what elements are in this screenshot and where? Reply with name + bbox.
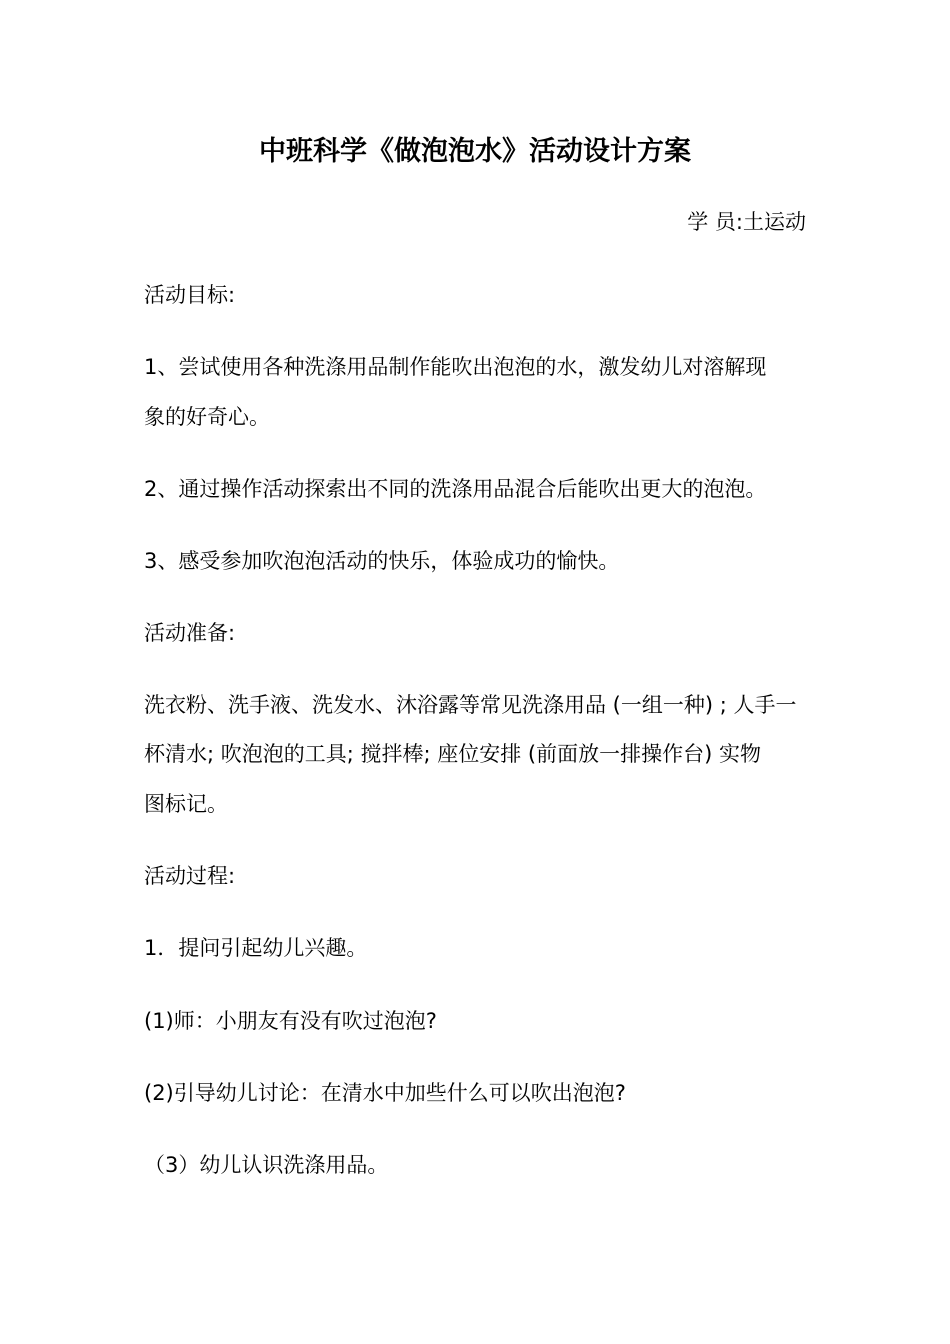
step-1-1: (1)师：小朋友有没有吹过泡泡? xyxy=(144,1009,437,1033)
process-heading: 活动过程: xyxy=(144,864,236,888)
goals-heading: 活动目标: xyxy=(144,283,236,307)
goal-1-line-2: 象的好奇心。 xyxy=(144,405,270,429)
goal-3: 3、感受参加吹泡泡活动的快乐，体验成功的愉快。 xyxy=(144,549,620,573)
document-title: 中班科学《做泡泡水》活动设计方案 xyxy=(259,136,691,167)
goal-2: 2、通过操作活动探索出不同的洗涤用品混合后能吹出更大的泡泡。 xyxy=(144,477,767,501)
step-1-3: （3）幼儿认识洗涤用品。 xyxy=(144,1153,389,1177)
prep-line-3: 图标记。 xyxy=(144,792,228,816)
prep-line-2: 杯清水; 吹泡泡的工具; 搅拌棒; 座位安排 (前面放一排操作台) 实物 xyxy=(144,742,761,766)
prep-line-1: 洗衣粉、洗手液、洗发水、沐浴露等常见洗涤用品 (一组一种) ; 人手一 xyxy=(144,693,797,717)
step-1: 1．提问引起幼儿兴趣。 xyxy=(144,936,368,960)
goal-1-line-1: 1、尝试使用各种洗涤用品制作能吹出泡泡的水，激发幼儿对溶解现 xyxy=(144,355,767,379)
prep-heading: 活动准备: xyxy=(144,621,236,645)
author-line: 学 员:土运动 xyxy=(687,210,806,234)
step-1-2: (2)引导幼儿讨论：在清水中加些什么可以吹出泡泡? xyxy=(144,1081,626,1105)
